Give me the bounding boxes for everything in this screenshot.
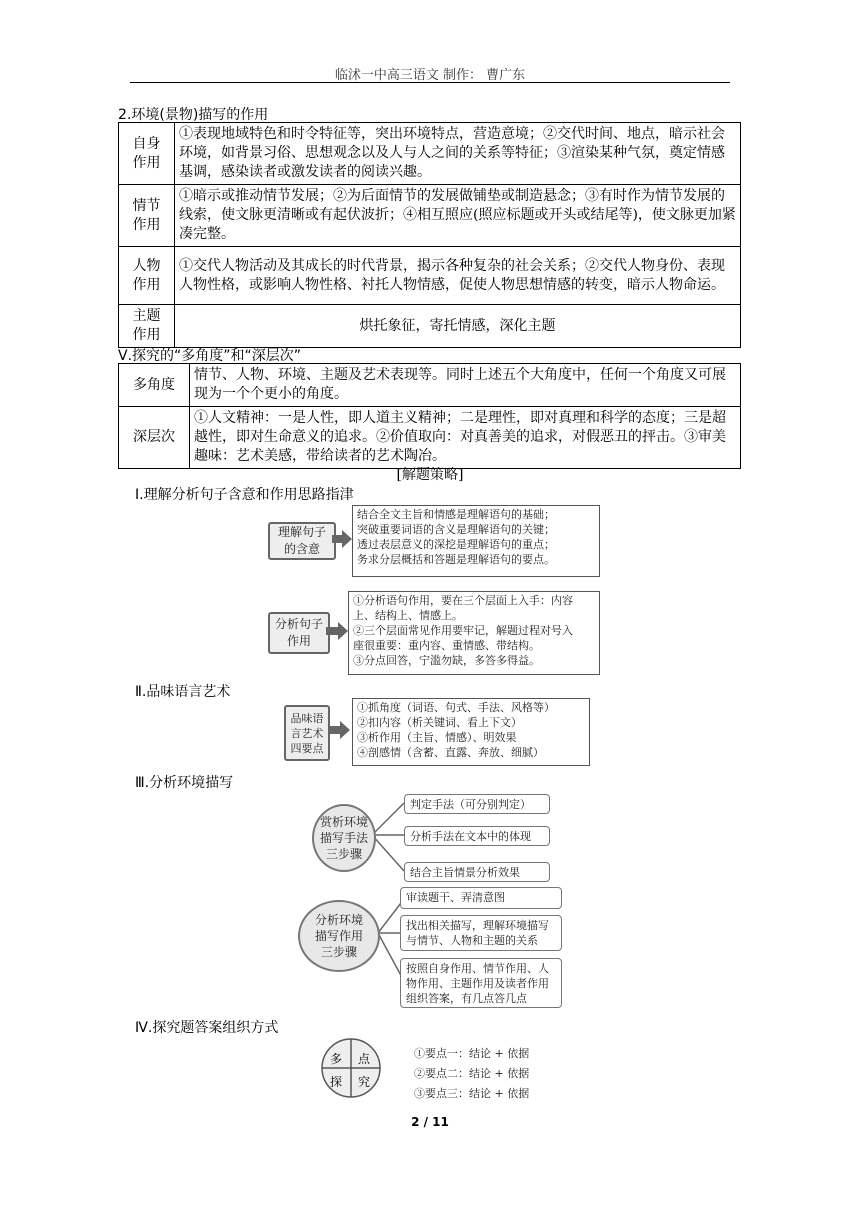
list-item: 判定手法（可分别判定） — [404, 794, 550, 814]
list-item: ②要点二：结论 + 依据 — [414, 1067, 530, 1080]
table-row — [119, 407, 741, 469]
list-item: 结合主旨情景分析效果 — [404, 862, 550, 882]
part1-title: Ⅰ.理解分析句子含意和作用思路指津 — [135, 487, 354, 503]
analyze-sentence-box: ①分析语句作用，要在三个层面上入手：内容 上、结构上、情感上。 ②三个层面常见作用要牢记，解题过程对号入 座很重要：重内容、重情感、带结构。 ③分点回答，宁滥勿缺，多答多得益。 — [348, 591, 600, 675]
part2-title: Ⅱ.品味语言艺术 — [135, 684, 231, 700]
row-content: ①人文精神：一是人性，即人道主义精神；二是理性，即对真理和科学的态度；三是超越性，即对生命意义的追求。②价值取向：对真善美的追求，对假恶丑的抨击。③审美趣味：艺术美感，带给读者的艺术陶冶。 — [190, 407, 741, 469]
row-content: 情节、人物、环境、主题及艺术表现等。同时上述五个大角度中，任何一个角度又可展现为一个个更小的角度。 — [190, 364, 741, 407]
inquiry-points — [414, 1044, 529, 1104]
row-label: 深层次 — [119, 407, 190, 469]
row-content: 烘托象征，寄托情感，深化主题 — [175, 305, 741, 348]
environment-table — [118, 122, 741, 348]
language-art-box: ①抓角度（词语、句式、手法、风格等） ②扣内容（析关键词、看上下文） ③析作用（主旨、情感）、明效果 ④剖感情（含蓄、直露、奔放、细腻） — [352, 698, 590, 766]
table-row — [119, 185, 741, 247]
row-label: 自身 作用 — [119, 123, 175, 185]
list-item: ③要点三：结论 + 依据 — [414, 1087, 530, 1100]
circle-char: 究 — [358, 1075, 371, 1089]
row-content: ①表现地域特色和时令特征等，突出环境特点，营造意境；②交代时间、地点，暗示社会环境，如背景习俗、思想观念以及人与人之间的关系等特征；③渲染某种气氛，奠定情感基调，感染读者或激发读者的阅读兴趣。 — [175, 123, 741, 185]
list-item: 按照自身作用、情节作用、人物作用、主题作用及读者作用组织答案，有几点答几点 — [400, 958, 562, 1008]
header-divider — [130, 82, 730, 83]
row-label: 人物 作用 — [119, 247, 175, 305]
row-content: ①交代人物活动及其成长的时代背景，揭示各种复杂的社会关系；②交代人物身份、表现人物性格，或影响人物性格、衬托人物情感，促使人物思想情感的转变，暗示人物命运。 — [175, 247, 741, 305]
circle-char: 探 — [330, 1075, 343, 1089]
row-content: ①暗示或推动情节发展；②为后面情节的发展做铺垫或制造悬念；③有时作为情节发展的线索，使文脉更清晰或有起伏波折；④相互照应(照应标题或开头或结尾等)，使文脉更加紧凑完整。 — [175, 185, 741, 247]
row-label: 情节 作用 — [119, 185, 175, 247]
part4-title: Ⅳ.探究题答案组织方式 — [135, 1020, 279, 1036]
arrow-icon — [328, 721, 350, 739]
circle-char: 点 — [358, 1052, 371, 1066]
language-art-label: 品味语 言艺术 四要点 — [284, 705, 330, 761]
strategy-title: [解题策略] — [396, 467, 464, 483]
section2-title: 2.环境(景物)描写的作用 — [118, 107, 269, 123]
understand-sentence-box: 结合全文主旨和情感是理解语句的基础； 突破重要词语的含义是理解语句的关键； 透过表层意义的深挖是理解语句的重点； 务求分层概括和答题是理解语句的要点。 — [352, 505, 600, 577]
list-item: 找出相关描写，理解环境描写与情节、人物和主题的关系 — [400, 915, 562, 951]
row-label: 多角度 — [119, 364, 190, 407]
circle-char: 多 — [330, 1052, 343, 1066]
table-row — [119, 364, 741, 407]
table-row — [119, 247, 741, 305]
function-steps-oval: 分析环境 描写作用 三步骤 — [298, 900, 380, 972]
row-label: 主题 作用 — [119, 305, 175, 348]
analyze-sentence-label: 分析句子 作用 — [268, 612, 330, 654]
table-row — [119, 123, 741, 185]
page-number: 2 / 11 — [411, 1115, 449, 1129]
arrow-icon — [332, 530, 352, 548]
list-item: ①要点一：结论 + 依据 — [414, 1047, 530, 1060]
inquiry-table — [118, 363, 741, 469]
section5-title: Ⅴ.探究的“多角度”和“深层次” — [118, 348, 302, 364]
list-item: 分析手法在文本中的体现 — [404, 826, 550, 846]
appreciate-steps-oval: 赏析环境 描写手法 三步骤 — [312, 804, 376, 872]
list-item: 审读题干、弄清意图 — [400, 887, 562, 909]
arrow-icon — [326, 622, 348, 640]
understand-sentence-label: 理解句子 的含意 — [268, 522, 336, 560]
table-row — [119, 305, 741, 348]
part3-title: Ⅲ.分析环境描写 — [135, 775, 234, 791]
page-header: 临沭一中高三语文 制作： 曹广东 — [334, 68, 526, 83]
